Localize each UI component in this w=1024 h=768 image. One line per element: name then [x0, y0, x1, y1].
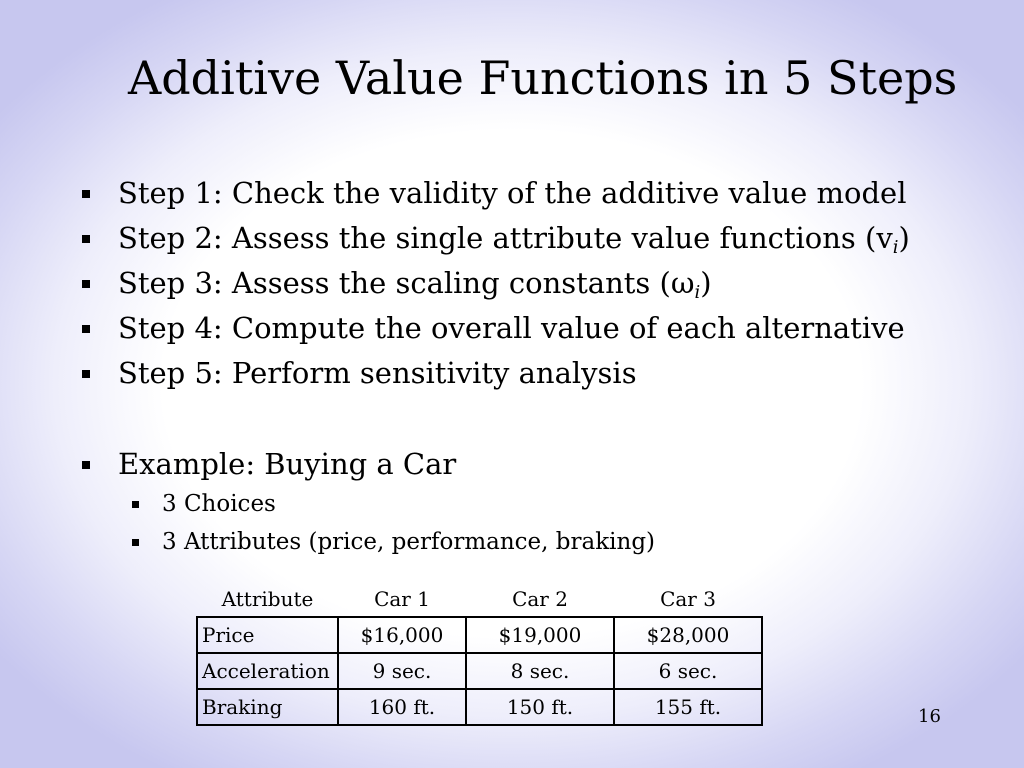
- example-item-attributes: [162, 527, 655, 557]
- table-row: [197, 653, 762, 689]
- table-cell: $28,000: [614, 617, 762, 653]
- table-cell: 150 ft.: [466, 689, 614, 725]
- step-3-subscript: i: [694, 282, 701, 304]
- table-cell: 160 ft.: [338, 689, 466, 725]
- example-heading-item: [118, 446, 456, 482]
- step-1-text: Step 1: Check the validity of the additive value model: [118, 176, 907, 210]
- header-attribute: Attribute: [221, 587, 314, 611]
- step-4-text: Step 4: Compute the overall value of each alternative: [118, 311, 905, 345]
- step-3-item: [118, 265, 712, 304]
- table-row: [197, 689, 762, 725]
- example-heading: Example: Buying a Car: [118, 447, 457, 481]
- step-5-item: [118, 355, 637, 391]
- table-cell: $19,000: [466, 617, 614, 653]
- table-cell: 6 sec.: [614, 653, 762, 689]
- table-cell: 155 ft.: [614, 689, 762, 725]
- table-cell: $16,000: [338, 617, 466, 653]
- table-row: [197, 617, 762, 653]
- header-car-3: Car 3: [660, 587, 716, 611]
- table-cell: Braking: [197, 689, 338, 725]
- step-2-tail: ): [898, 221, 910, 255]
- square-bullet-icon: [82, 325, 90, 333]
- table-cell: Price: [197, 617, 338, 653]
- step-2-item: [118, 220, 910, 259]
- header-car-2: Car 2: [512, 587, 568, 611]
- square-bullet-icon: [82, 190, 90, 198]
- example-item-text: 3 Attributes (price, performance, braking): [162, 529, 656, 555]
- car-comparison-table: [196, 582, 763, 726]
- square-bullet-icon: [82, 235, 90, 243]
- step-2-text: Step 2: Assess the single attribute value functions (v: [118, 221, 893, 255]
- example-item-text: 3 Choices: [162, 491, 276, 517]
- table-cell: 8 sec.: [466, 653, 614, 689]
- square-bullet-icon: [132, 501, 139, 508]
- square-bullet-icon: [132, 539, 139, 546]
- table-cell: Acceleration: [197, 653, 338, 689]
- step-4-item: [118, 310, 905, 346]
- square-bullet-icon: [82, 280, 90, 288]
- step-1-item: [118, 175, 906, 211]
- square-bullet-icon: [82, 461, 90, 469]
- step-3-tail: ): [700, 266, 712, 300]
- table-header-row: [197, 582, 762, 617]
- step-5-text: Step 5: Perform sensitivity analysis: [118, 356, 637, 390]
- step-2-subscript: i: [892, 237, 899, 259]
- table-cell: 9 sec.: [338, 653, 466, 689]
- step-3-text: Step 3: Assess the scaling constants (ω: [118, 266, 695, 300]
- page-number: 16: [918, 706, 941, 727]
- square-bullet-icon: [82, 370, 90, 378]
- header-car-1: Car 1: [374, 587, 430, 611]
- slide-title: Additive Value Functions in 5 Steps: [128, 51, 958, 105]
- example-item-choices: [162, 489, 276, 519]
